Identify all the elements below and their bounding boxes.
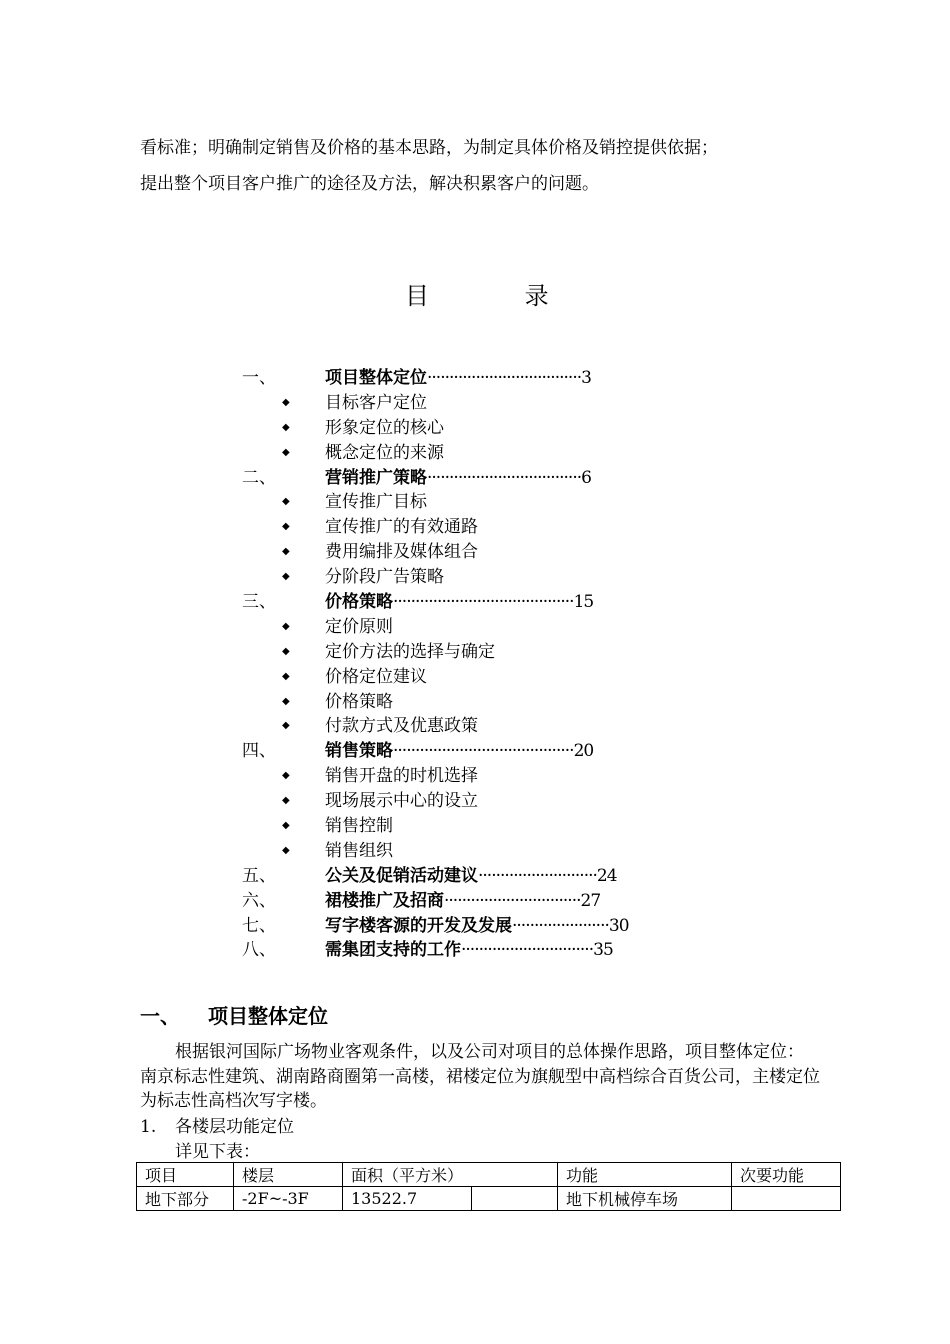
table-cell	[471, 1187, 558, 1211]
toc-entry-number: 四、	[242, 741, 276, 762]
toc-subentry	[242, 615, 702, 640]
floor-function-table	[136, 1162, 841, 1211]
toc-subentry-label: 价格策略	[325, 691, 393, 712]
toc-entry-number: 一、	[242, 368, 276, 388]
table-cell: -2F~-3F	[234, 1187, 343, 1211]
toc-subentry-label: 定价原则	[325, 616, 393, 637]
diamond-bullet-icon: ◆	[282, 421, 290, 433]
toc-entry-link[interactable]	[325, 889, 600, 914]
toc-subentry	[242, 515, 702, 540]
list-item-number: 1.	[140, 1117, 157, 1137]
toc-entry	[242, 864, 702, 889]
toc-entry	[242, 366, 702, 391]
toc-subentry-label: 分阶段广告策略	[325, 567, 444, 588]
table-row	[137, 1187, 841, 1211]
list-item-label: 各楼层功能定位	[175, 1117, 294, 1137]
toc-page-number: 3	[581, 368, 591, 388]
toc-subentry	[242, 764, 702, 789]
diamond-bullet-icon: ◆	[282, 770, 290, 782]
toc-dot-leader: ·········································	[393, 592, 574, 613]
toc-dot-leader: ···························	[478, 865, 597, 886]
toc-subentry	[242, 416, 702, 441]
table-cell: 13522.7	[343, 1187, 472, 1211]
toc-dot-leader: ······················	[512, 915, 609, 936]
intro-line-2: 提出整个项目客户推广的途径及方法，解决积累客户的问题。	[140, 174, 599, 194]
toc-subentry	[242, 565, 702, 590]
toc-entry-number: 六、	[242, 890, 276, 911]
toc-subentry	[242, 690, 702, 715]
toc-entry	[242, 889, 702, 914]
toc-subentry-label: 定价方法的选择与确定	[325, 641, 495, 662]
toc-entry	[242, 914, 702, 939]
toc-subentry	[242, 714, 702, 739]
toc-entry-label: 裙楼推广及招商	[325, 890, 444, 911]
toc-dot-leader: ···································	[427, 467, 582, 488]
toc-entry-link[interactable]	[325, 914, 629, 939]
see-table-note: 详见下表：	[175, 1142, 260, 1162]
toc-entry-number: 八、	[242, 940, 276, 961]
toc-subentry-label: 形象定位的核心	[325, 417, 444, 438]
toc-subentry-label: 销售组织	[325, 840, 393, 861]
toc-subentry-label: 目标客户定位	[325, 392, 427, 413]
toc-subentry	[242, 540, 702, 565]
toc-subentry-label: 销售开盘的时机选择	[325, 766, 478, 787]
toc-entry-label: 项目整体定位	[325, 368, 427, 388]
diamond-bullet-icon: ◆	[282, 521, 290, 533]
toc-subentry	[242, 490, 702, 515]
toc-subentry-label: 销售控制	[325, 816, 393, 837]
toc-entry-label: 销售策略	[325, 741, 393, 762]
toc-page-number: 35	[593, 940, 613, 961]
toc-subentry	[242, 441, 702, 466]
toc-entry	[242, 590, 702, 615]
toc-page-number: 20	[573, 741, 594, 762]
toc-entry-number: 五、	[242, 865, 276, 886]
toc-entry-number: 七、	[242, 915, 276, 936]
diamond-bullet-icon: ◆	[282, 670, 290, 682]
section-title: 项目整体定位	[208, 1004, 328, 1028]
toc-subentry-label: 宣传推广的有效通路	[325, 517, 478, 538]
toc-subentry-label: 付款方式及优惠政策	[325, 716, 478, 737]
toc-page-number: 27	[580, 890, 601, 911]
intro-line-1: 看标准；明确制定销售及价格的基本思路，为制定具体价格及销控提供依据；	[140, 138, 718, 158]
header-cell: 功能	[558, 1163, 732, 1187]
toc-entry-label: 需集团支持的工作	[325, 940, 461, 961]
toc-entry	[242, 739, 702, 764]
toc-subentry	[242, 640, 702, 665]
toc-subentry	[242, 814, 702, 839]
header-cell	[471, 1163, 558, 1187]
diamond-bullet-icon: ◆	[282, 720, 290, 732]
diamond-bullet-icon: ◆	[282, 820, 290, 832]
diamond-bullet-icon: ◆	[282, 620, 290, 632]
diamond-bullet-icon: ◆	[282, 695, 290, 707]
diamond-bullet-icon: ◆	[282, 496, 290, 508]
toc-entry-link[interactable]	[325, 739, 593, 764]
toc-page-number: 15	[573, 592, 594, 613]
toc-subentry-label: 宣传推广目标	[325, 492, 427, 513]
intro-text	[140, 130, 840, 202]
toc-entry-label: 价格策略	[325, 592, 393, 613]
diamond-bullet-icon: ◆	[282, 844, 290, 856]
header-cell: 项目	[137, 1163, 234, 1187]
section-paragraph: 根据银河国际广场物业客观条件，以及公司对项目的总体操作思路，项目整体定位：南京标志性建筑、湖南路商圈第一高楼，裙楼定位为旗舰型中高档综合百货公司，主楼定位为标志性高档次写字楼。	[140, 1042, 820, 1111]
toc-entry-link[interactable]	[325, 466, 591, 491]
table-header-row	[137, 1163, 841, 1187]
list-item	[140, 1112, 294, 1137]
section-heading	[140, 1000, 328, 1029]
toc-subentry-label: 费用编排及媒体组合	[325, 542, 478, 563]
toc-dot-leader: ······························	[461, 940, 594, 961]
toc-page-number: 24	[596, 865, 617, 886]
section-number: 一、	[140, 1004, 180, 1028]
diamond-bullet-icon: ◆	[282, 446, 290, 458]
toc-subentry	[242, 391, 702, 416]
toc-entry-label: 公关及促销活动建议	[325, 865, 478, 886]
header-cell: 面积（平方米）	[343, 1163, 472, 1187]
toc-entry	[242, 466, 702, 491]
diamond-bullet-icon: ◆	[282, 396, 290, 408]
toc-entry-number: 二、	[242, 467, 276, 488]
toc-title: 目 录	[405, 282, 549, 310]
toc-subentry-label: 价格定位建议	[325, 666, 427, 687]
diamond-bullet-icon: ◆	[282, 795, 290, 807]
table-cell: 地下部分	[137, 1187, 234, 1211]
toc-entry-label: 营销推广策略	[325, 467, 427, 488]
toc-entry-link[interactable]	[325, 366, 591, 391]
toc-subentry-label: 现场展示中心的设立	[325, 791, 478, 812]
table-cell: 地下机械停车场	[558, 1187, 732, 1211]
header-cell: 楼层	[234, 1163, 343, 1187]
toc-subentry-label: 概念定位的来源	[325, 442, 444, 463]
table-of-contents	[242, 366, 702, 963]
toc-entry-label: 写字楼客源的开发及发展	[325, 915, 512, 936]
toc-entry-link[interactable]	[325, 864, 617, 889]
toc-dot-leader: ·········································	[393, 741, 574, 762]
toc-entry	[242, 938, 702, 963]
toc-entry-number: 三、	[242, 592, 276, 613]
toc-dot-leader: ···································	[427, 368, 582, 388]
header-cell: 次要功能	[732, 1163, 841, 1187]
diamond-bullet-icon: ◆	[282, 645, 290, 657]
toc-dot-leader: ·······························	[444, 890, 581, 911]
toc-page-number: 6	[581, 467, 591, 488]
toc-page-number: 30	[608, 915, 629, 936]
toc-subentry	[242, 839, 702, 864]
toc-entry-link[interactable]	[325, 590, 593, 615]
toc-subentry	[242, 665, 702, 690]
toc-entry-link[interactable]	[325, 938, 613, 963]
diamond-bullet-icon: ◆	[282, 571, 290, 583]
table-cell	[732, 1187, 841, 1211]
diamond-bullet-icon: ◆	[282, 546, 290, 558]
toc-subentry	[242, 789, 702, 814]
